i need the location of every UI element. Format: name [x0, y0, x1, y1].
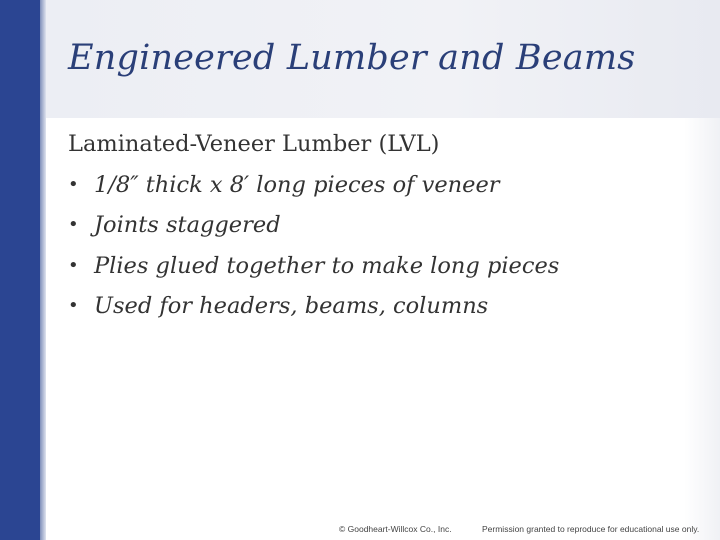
left-accent-bar	[0, 0, 40, 540]
bullet-dot: •	[68, 214, 79, 235]
bullet-item	[68, 286, 688, 327]
bullet-text: Joints staggered	[94, 212, 281, 238]
slide-content	[68, 124, 688, 327]
bullet-text: 1/8″ thick x 8′ long pieces of veneer	[94, 171, 500, 198]
bullet-text: Plies glued together to make long pieces	[94, 252, 560, 279]
bullet-item	[68, 205, 688, 246]
bullet-dot: •	[68, 254, 79, 276]
slide-title: Engineered Lumber and Beams	[68, 38, 636, 78]
bullet-item	[68, 165, 688, 206]
bullet-item	[68, 246, 688, 287]
bullet-text: Used for headers, beams, columns	[94, 293, 489, 319]
footer-copyright: © Goodheart-Willcox Co., Inc.	[339, 524, 452, 534]
footer-permission: Permission granted to reproduce for educational use only.	[482, 524, 700, 534]
bullet-list	[68, 165, 688, 327]
section-heading: Laminated-Veneer Lumber (LVL)	[68, 131, 440, 157]
right-shade	[684, 118, 720, 540]
bullet-dot: •	[68, 173, 79, 195]
bullet-dot: •	[68, 295, 79, 316]
